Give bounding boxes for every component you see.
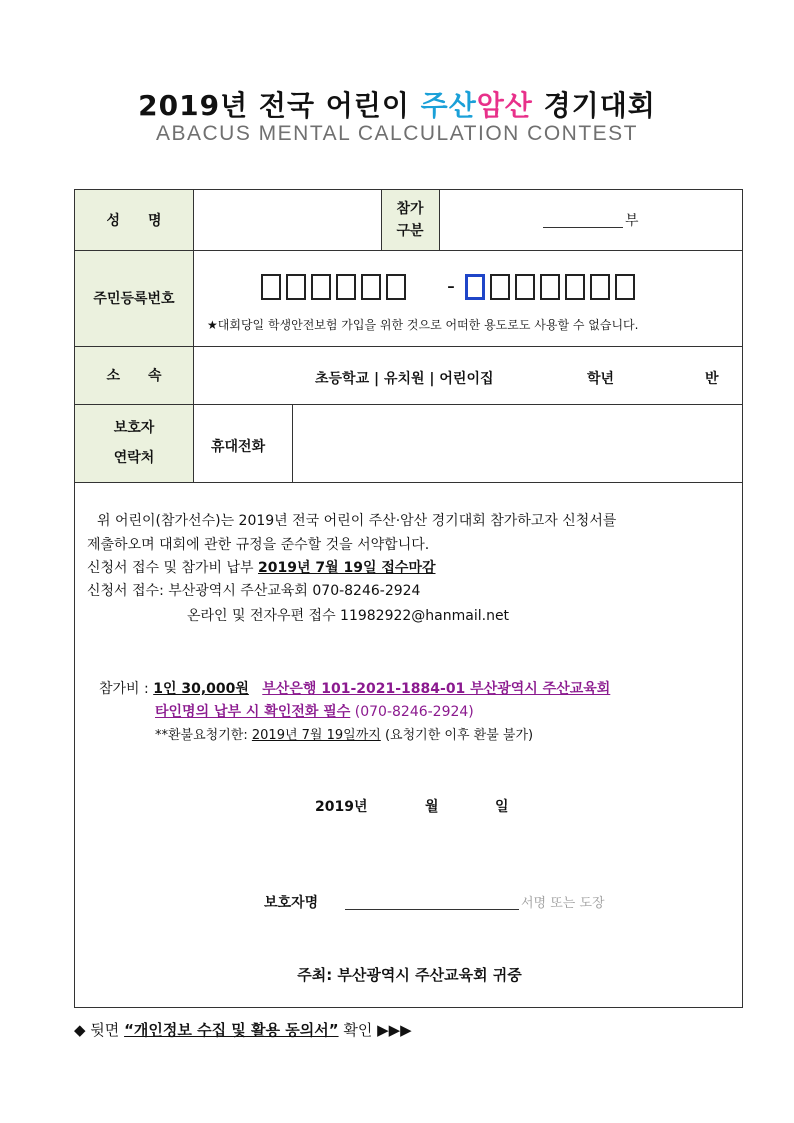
refund-date: 2019년 7월 19일까지: [251, 728, 381, 743]
date-month: 월: [425, 799, 439, 815]
id-digit-box[interactable]: [361, 274, 381, 300]
id-digit-box[interactable]: [590, 274, 610, 300]
agreement-line-3: [87, 557, 436, 577]
phone-field[interactable]: [293, 405, 741, 481]
id-digit-box-highlighted[interactable]: [465, 274, 485, 300]
fee-label: 참가비 :: [99, 681, 154, 697]
agreement-line-2: 제출하오며 대회에 관한 규정을 준수할 것을 서약합니다.: [87, 537, 430, 553]
id-digit-box[interactable]: [515, 274, 535, 300]
title-mental: 암산: [476, 89, 533, 122]
fee-note-line: [155, 701, 474, 721]
agreement-line-1: 위 어린이(참가선수)는 2019년 전국 어린이 주산·암산 경기대회 참가하고자 신청서를: [97, 513, 617, 529]
consent-form-link[interactable]: “개인정보 수집 및 활용 동의서”: [124, 1021, 339, 1039]
refund-line: [155, 724, 533, 743]
date-year: 2019년: [315, 799, 368, 815]
guardian-label-line1: 보호자: [113, 420, 155, 436]
refund-prefix: **환불요청기한:: [155, 728, 252, 743]
fee-note-phone: (070-8246-2924): [350, 704, 474, 720]
bank-account: 부산은행 101-2021-1884-01 부산광역시 주산교육회: [262, 681, 611, 697]
guardian-label-line2: 연락처: [113, 450, 155, 466]
fee-amount: 1인 30,000원: [153, 681, 249, 697]
class-label: 반: [705, 371, 719, 387]
id-digit-box[interactable]: [261, 274, 281, 300]
title-contest: 경기대회: [532, 89, 656, 122]
agreement-line-5: 온라인 및 전자우편 접수 11982922@hanmail.net: [187, 608, 510, 624]
signature-hint: 서명 또는 도장: [521, 896, 605, 911]
id-back-boxes[interactable]: [465, 274, 635, 300]
name-field[interactable]: [194, 191, 380, 249]
row-divider: [75, 346, 742, 347]
category-label-line1: 참가: [396, 201, 424, 217]
column-divider: [439, 190, 440, 250]
id-digit-box[interactable]: [311, 274, 331, 300]
id-digit-box[interactable]: [565, 274, 585, 300]
title-text: 2019년 전국 어린이: [138, 89, 421, 122]
footer-prefix: ◆ 뒷면: [74, 1021, 125, 1039]
guardian-contact-label: [75, 404, 193, 482]
phone-label: 휴대전화: [211, 439, 266, 455]
footer-note: [74, 1019, 412, 1040]
row-divider: [75, 482, 742, 483]
fee-line: [99, 678, 610, 698]
deadline: 2019년 7월 19일 접수마감: [258, 560, 436, 576]
deadline-prefix: 신청서 접수 및 참가비 납부: [87, 560, 259, 576]
page-title: [0, 84, 794, 124]
id-digit-box[interactable]: [286, 274, 306, 300]
fee-note: 타인명의 납부 시 확인전화 필수: [155, 704, 351, 720]
affiliation-options[interactable]: 초등학교 | 유치원 | 어린이집: [315, 371, 494, 387]
grade-label: 학년: [587, 371, 615, 387]
page-subtitle: ABACUS MENTAL CALCULATION CONTEST: [155, 122, 638, 145]
id-dash: -: [447, 274, 455, 299]
name-label: 성 명: [75, 190, 193, 250]
date-day: 일: [495, 799, 509, 815]
id-digit-box[interactable]: [490, 274, 510, 300]
signature-label: 보호자명: [264, 895, 319, 911]
id-digit-box[interactable]: [386, 274, 406, 300]
row-divider: [75, 250, 742, 251]
title-abacus: 주산: [420, 89, 477, 122]
signature-line[interactable]: [345, 909, 519, 910]
refund-suffix: (요청기한 이후 환불 불가): [380, 728, 534, 743]
id-label: 주민등록번호: [75, 250, 193, 346]
agreement-line-4: 신청서 접수: 부산광역시 주산교육회 070-8246-2924: [87, 583, 421, 599]
category-label: [381, 190, 439, 250]
id-digit-box[interactable]: [615, 274, 635, 300]
id-digit-box[interactable]: [336, 274, 356, 300]
id-digit-box[interactable]: [540, 274, 560, 300]
affiliation-label: 소 속: [75, 346, 193, 404]
category-field[interactable]: [543, 227, 623, 228]
footer-suffix: 확인 ▶▶▶: [338, 1021, 412, 1039]
application-form: [74, 189, 743, 1008]
category-suffix: 부: [625, 213, 639, 229]
id-front-boxes[interactable]: [261, 274, 406, 300]
host-text: 주최: 부산광역시 주산교육회 귀중: [297, 966, 522, 984]
id-note: ★대회당일 학생안전보험 가입을 위한 것으로 어떠한 용도로도 사용할 수 없습니다.: [207, 318, 639, 332]
category-label-line2: 구분: [396, 223, 424, 239]
column-divider: [381, 190, 382, 250]
